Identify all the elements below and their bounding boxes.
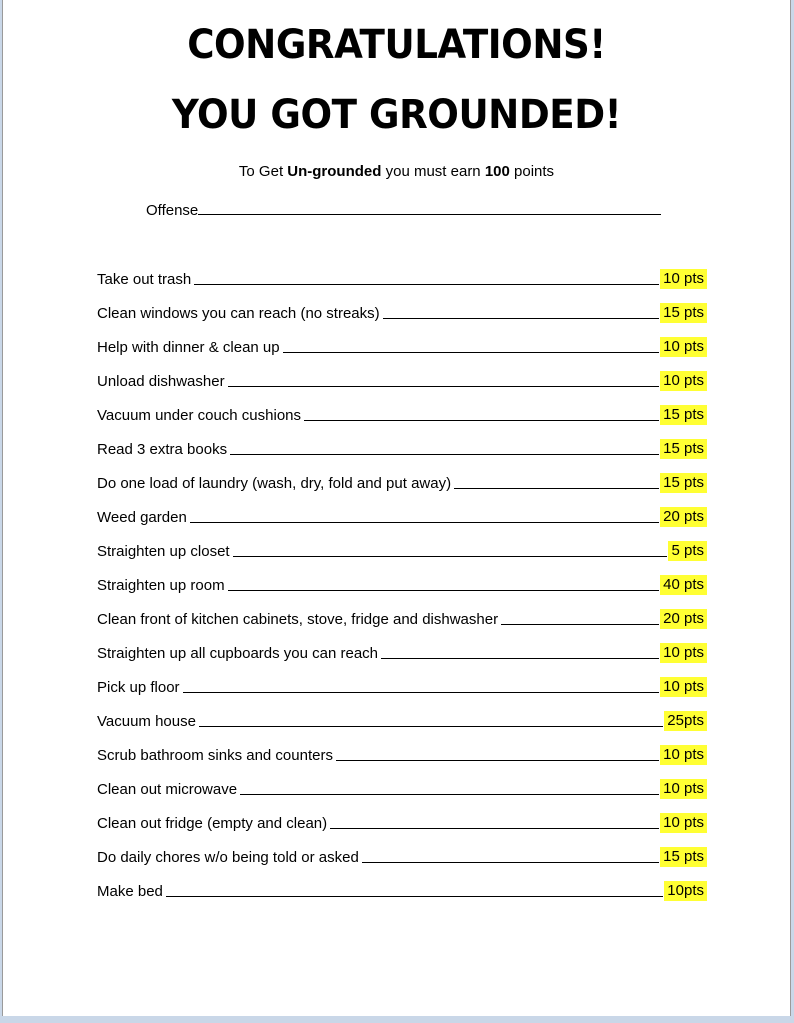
chore-row [97, 561, 707, 595]
chore-points-highlight: 5 pts [668, 541, 707, 561]
chore-points-highlight: 10 pts [660, 643, 707, 663]
chore-blank-line [199, 726, 663, 727]
chore-row [97, 289, 707, 323]
chore-blank-line [362, 862, 659, 863]
chore-label: Unload dishwasher [97, 373, 225, 390]
chore-row [97, 255, 707, 289]
chore-row [97, 663, 707, 697]
chore-label: Do daily chores w/o being told or asked [97, 849, 359, 866]
chore-label: Straighten up all cupboards you can reach [97, 645, 379, 662]
chore-label: Read 3 extra books [97, 441, 228, 458]
chore-list [97, 255, 707, 901]
title-congratulations: CONGRATULATIONS! [187, 22, 606, 68]
chore-row [97, 765, 707, 799]
chore-label: Pick up floor [97, 679, 180, 696]
chore-label: Vacuum house [97, 713, 196, 730]
chore-blank-line [166, 896, 663, 897]
chore-blank-line [228, 590, 660, 591]
chore-blank-line [194, 284, 659, 285]
subtitle-points: 100 [484, 163, 510, 180]
offense-blank-line [198, 194, 661, 215]
chore-row [97, 527, 707, 561]
chore-blank-line [454, 488, 659, 489]
chore-label: Clean out microwave [97, 781, 238, 798]
chore-points-highlight: 15 pts [660, 303, 707, 323]
subtitle [3, 163, 790, 180]
chore-points-highlight: 40 pts [660, 575, 707, 595]
offense-field [146, 199, 661, 219]
chore-label: Take out trash [97, 271, 192, 288]
chore-row [97, 697, 707, 731]
chore-points-highlight: 20 pts [660, 507, 707, 527]
chore-row [97, 391, 707, 425]
chore-label: Scrub bathroom sinks and counters [97, 747, 333, 764]
chore-row [97, 799, 707, 833]
chore-points-highlight: 10 pts [660, 269, 707, 289]
chore-blank-line [190, 522, 659, 523]
chore-label: Clean out fridge (empty and clean) [97, 815, 328, 832]
chore-blank-line [381, 658, 659, 659]
chore-row [97, 459, 707, 493]
chore-row [97, 731, 707, 765]
chore-label: Clean windows you can reach (no streaks) [97, 305, 380, 322]
subtitle-suffix: points [509, 163, 555, 180]
chore-label: Make bed [97, 883, 163, 900]
chore-blank-line [228, 386, 660, 387]
chore-label: Help with dinner & clean up [97, 339, 280, 356]
chore-points-highlight: 10 pts [660, 337, 707, 357]
subtitle-middle: you must earn [381, 163, 485, 180]
chore-label: Straighten up closet [97, 543, 230, 560]
chore-label: Straighten up room [97, 577, 225, 594]
chore-row [97, 833, 707, 867]
chore-blank-line [383, 318, 659, 319]
chore-points-highlight: 15 pts [660, 847, 707, 867]
document-page [2, 0, 791, 1016]
chore-points-highlight: 10 pts [660, 745, 707, 765]
chore-row [97, 595, 707, 629]
chore-points-highlight: 10 pts [660, 677, 707, 697]
chore-row [97, 425, 707, 459]
subtitle-prefix: To Get [238, 163, 288, 180]
chore-blank-line [336, 760, 659, 761]
chore-blank-line [330, 828, 659, 829]
chore-points-highlight: 15 pts [660, 473, 707, 493]
subtitle-ungrounded: Un-grounded [287, 163, 382, 180]
viewer-bottom-bar [0, 1016, 794, 1023]
chore-blank-line [240, 794, 659, 795]
chore-points-highlight: 15 pts [660, 439, 707, 459]
chore-blank-line [304, 420, 659, 421]
chore-points-highlight: 10pts [664, 881, 707, 901]
chore-blank-line [230, 454, 659, 455]
chore-points-highlight: 10 pts [660, 779, 707, 799]
offense-label: Offense [146, 202, 199, 219]
title-grounded: YOU GOT GROUNDED! [171, 92, 622, 138]
chore-row [97, 867, 707, 901]
chore-points-highlight: 25pts [664, 711, 707, 731]
chore-row [97, 323, 707, 357]
chore-row [97, 357, 707, 391]
chore-label: Clean front of kitchen cabinets, stove, fridge and dishwasher [97, 611, 499, 628]
chore-points-highlight: 10 pts [660, 813, 707, 833]
chore-label: Do one load of laundry (wash, dry, fold and put away) [97, 475, 452, 492]
chore-label: Vacuum under couch cushions [97, 407, 302, 424]
chore-points-highlight: 20 pts [660, 609, 707, 629]
chore-row [97, 493, 707, 527]
chore-blank-line [233, 556, 668, 557]
chore-blank-line [501, 624, 659, 625]
chore-label: Weed garden [97, 509, 187, 526]
chore-points-highlight: 15 pts [660, 405, 707, 425]
chore-row [97, 629, 707, 663]
chore-blank-line [283, 352, 660, 353]
chore-points-highlight: 10 pts [660, 371, 707, 391]
chore-blank-line [183, 692, 660, 693]
